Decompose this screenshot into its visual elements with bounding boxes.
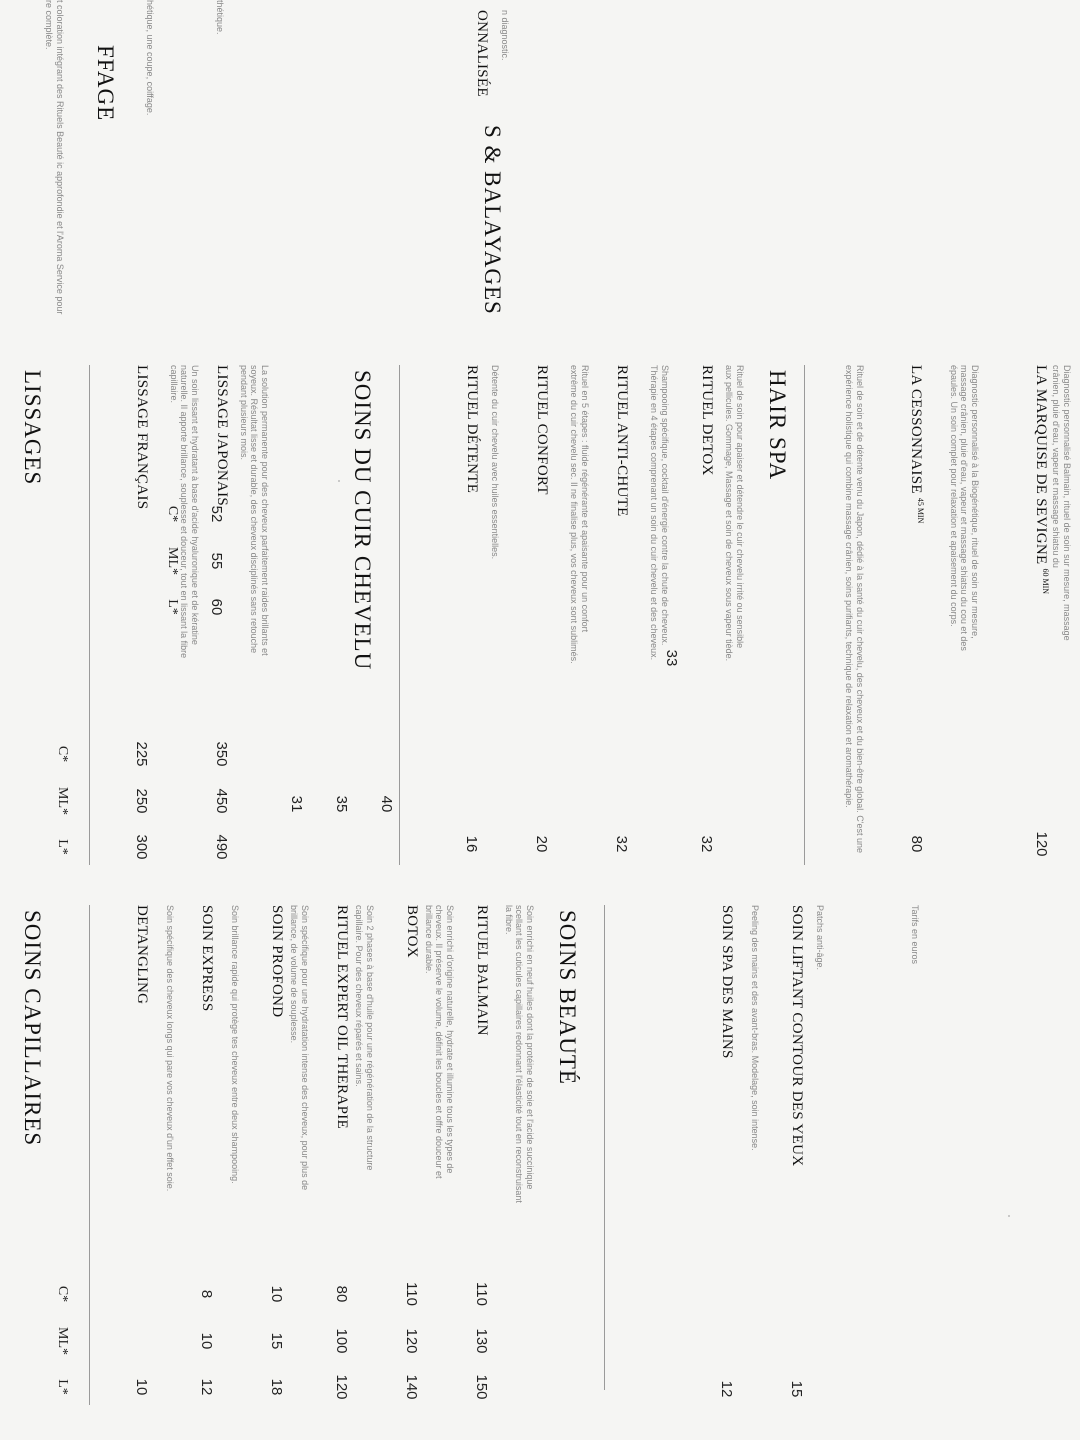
item-name: SOIN LIFTANT CONTOUR DES YEUX: [789, 905, 805, 1167]
price-header-ml: ML*: [165, 547, 180, 575]
item-desc: Soin spécifique des cheveux longs qui pare vos cheveux d'un effet soie.: [165, 905, 175, 1192]
price-ml: 130: [473, 1328, 490, 1354]
item-desc: Soin spécifique pour une hydratation intense des cheveux, pour plus de brillance, de volume de souplesse.: [289, 905, 310, 1191]
item-name: RITUEL BALMAIN: [474, 905, 490, 1036]
item-name: RITUEL ANTI-CHUTE: [614, 365, 630, 517]
price-c: 31: [288, 795, 305, 813]
price-header-l: L*: [55, 839, 70, 855]
price-header-l: L*: [55, 1379, 70, 1395]
item-name: LA MARQUISE DE $SEVIGNE^{60 MIN}$: [1033, 365, 1050, 595]
item-desc: Patchs anti-âge.: [815, 905, 825, 971]
speck: [338, 480, 340, 482]
item-desc: Rituel de soin pour apaiser et détendre le cuir chevelu irrité ou sensible aux pellicules. Gommage, Massage et soin de cheveux sous vapeur tiède.: [724, 365, 745, 662]
divider: [604, 905, 605, 1390]
price-single: 20: [533, 835, 550, 853]
section-title-soins-cuir: SOINS DU CUIR CHEVELU: [350, 370, 375, 671]
price-l: 150: [473, 1374, 490, 1400]
item-desc: Soin enrichi en neuf huiles dont la protéine de soie et l'acide succinique scellant les cuticules capillaires redonnant l'élasticité tout en reconstruisant la fibre.: [504, 905, 535, 1203]
price-header-ml: ML*: [55, 787, 70, 815]
item-name: RITUEL CONFORT: [534, 365, 550, 495]
price-c: 52: [208, 505, 225, 523]
price-c: 10: [268, 1285, 285, 1303]
item-desc: Rituel en 5 étapes : fluide régénérante et apaisante pour un confort extrême du cuir chevelu sec. Il ne finalise plus, vos cheveux sont sublimés.: [569, 365, 590, 664]
price-l: 300: [133, 834, 150, 860]
item-desc: Diagnostic personnalisé Balmain, rituel de soin sur mesure, massage crânien, pluie d'eau, vapeur et massage shiatsu du: [1051, 365, 1072, 641]
partial-colour-desc: n diagnostic.: [500, 10, 510, 61]
item-desc: Shampooing spécifique, cocktail d'énergie contre la chute de cheveux. Thérapie en 4 étapes comprenant un soin du cuir chevelu et des cheveux.: [649, 365, 670, 661]
item-desc: Un soin lissant et hydratant à base d'acide hyaluronique et de kératine naturelle. Il apporte brillance, souplesse et douceur, tout en lissant la fibre capillaire.: [169, 365, 200, 659]
price-ml: 15: [268, 1332, 285, 1350]
price-ml: 450: [213, 788, 230, 814]
partial-colour-name: ONNALISÉE: [474, 10, 490, 97]
price-c: 110: [403, 1282, 420, 1306]
price-header-c: C*: [55, 745, 70, 763]
item-name: RITUEL DETOX: [699, 365, 715, 476]
price-l: 10: [133, 1378, 150, 1396]
divider: [399, 365, 400, 865]
price-ml: 55: [208, 552, 225, 570]
section-title-soins-capillaires: SOINS CAPILLAIRES: [20, 910, 45, 1147]
partial-item-desc: hétique, une coupe, coiffage.: [145, 0, 155, 116]
price-c: 80: [333, 1285, 350, 1303]
item-desc: Soin 2 phases à base d'huile pour une régénération de la structure capillaire. Pour des cheveux réparés et sains.: [354, 905, 375, 1171]
price-c: 8: [198, 1289, 215, 1299]
price-c: 350: [213, 741, 230, 767]
item-name: LISSAGE JAPONAIS: [214, 365, 230, 507]
item-desc: Peeling des mains et des avant-bras. Modelage, soin intense.: [750, 905, 760, 1151]
section-title-soins-beaute: SOINS BEAUTÉ: [555, 910, 580, 1085]
speck: [1008, 1215, 1010, 1217]
item-name: SOIN PROFOND: [269, 905, 285, 1018]
section-title-hair-spa: HAIR SPA: [765, 370, 790, 481]
section-title-lissages: LISSAGES: [20, 370, 45, 486]
item-desc: Détente du cuir chevelu avec huiles essentielles.: [490, 365, 500, 560]
divider: [89, 905, 90, 1405]
duration: 60 MIN: [1041, 568, 1050, 595]
item-name: DETANGLING: [134, 905, 150, 1005]
partial-item-desc: thétique.: [215, 0, 225, 35]
divider: [89, 365, 90, 865]
item-name: RITUEL EXPERT OIL THERAPIE: [334, 905, 350, 1129]
divider: [804, 365, 805, 865]
price-c: 110: [473, 1282, 490, 1306]
price-ml: 35: [333, 795, 350, 813]
price-single: 32: [613, 835, 630, 853]
price-c: 225: [133, 741, 150, 767]
price-l: 18: [268, 1378, 285, 1396]
partial-section-title: FFAGE: [93, 45, 118, 122]
item-name: SOIN SPA DES MAINS: [719, 905, 735, 1059]
item-desc: Soin enrichi d'origine naturelle, hydrate et illumine tous les types de cheveux. Il préserve le volume, définit les boucles et offre douceur et brillance durable.: [424, 905, 455, 1179]
price-header-c: C*: [165, 505, 180, 523]
price-ml: 100: [333, 1328, 350, 1354]
item-desc: La solution permanente pour des cheveux parfaitement raides brillants et soyeux. Résultat lisse et durable, des cheveux disciplinés sans retouche pendant plusieurs mois.: [239, 365, 270, 656]
partial-intro-text: t coloration intégrant des Rituels Beauté ic approfondie et l'Aroma Service pour re complète.: [44, 0, 65, 315]
price-single: 16: [463, 835, 480, 853]
price-header-l: L*: [165, 599, 180, 615]
item-name: LISSAGE FRANÇAIS: [134, 365, 150, 510]
price-single: 32: [698, 835, 715, 853]
price-l: 490: [213, 834, 230, 860]
price-header-ml: ML*: [55, 1327, 70, 1355]
duration: 45 MIN: [916, 497, 925, 524]
item-desc: Diagnostic personnalisé à la Biogénétique, rituel de soin sur mesure, massage crânien, pluie d'eau, vapeur et massage shiatsu du cou et des épaules. Un soin complet pour relaxation et apaisement du corps.: [949, 365, 980, 651]
price-ml: 250: [133, 788, 150, 814]
item-name: RITUEL DÉTENTE: [464, 365, 480, 494]
price-single: 80: [908, 835, 925, 853]
item-desc: Soin brillance rapide qui protège tes cheveux entre deux shampooing.: [230, 905, 240, 1184]
price-single: 120: [1033, 831, 1050, 857]
price-l: 60: [208, 598, 225, 616]
price-l: 140: [403, 1374, 420, 1400]
price-single: 15: [788, 1380, 805, 1398]
price-l: 12: [198, 1378, 215, 1396]
footnote: Tarifs en euros: [910, 905, 920, 965]
price-l: 120: [333, 1374, 350, 1400]
price-ml: 10: [198, 1332, 215, 1350]
item-name: LA $CESSONNAISE^{45 MIN}$: [908, 365, 925, 524]
price-header-c: C*: [55, 1285, 70, 1303]
item-name: SOIN EXPRESS: [199, 905, 215, 1012]
price-single: 33: [663, 649, 680, 667]
hair-spa-intro: Rituel de soin et de détente venu du Japon, dédié à la santé du cuir chevelu, des cheveux et du bien-être global. C'est une expérience holistique qui combine massage crânien, soins purifiants, technique de relaxation et aromathérapie.: [844, 365, 865, 854]
price-l: 40: [378, 795, 395, 813]
price-single: 12: [718, 1380, 735, 1398]
item-name: BOTOX: [404, 905, 420, 958]
price-ml: 120: [403, 1328, 420, 1354]
partial-section-title-2: S & BALAYAGES: [480, 125, 505, 315]
